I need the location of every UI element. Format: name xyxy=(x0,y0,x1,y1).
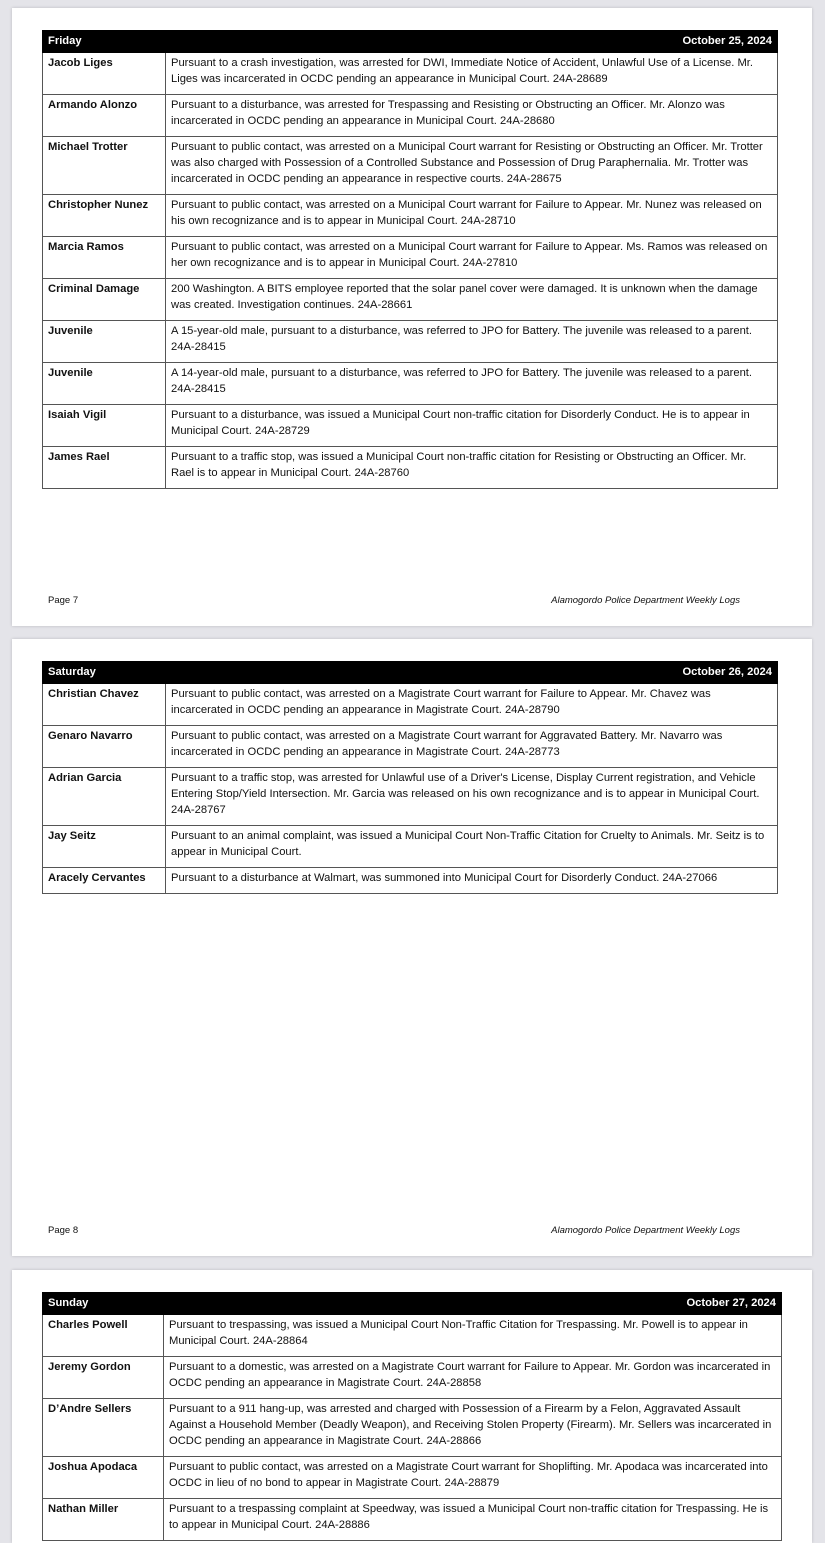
entry-text: Pursuant to a disturbance at Walmart, was summoned into Municipal Court for Disorderly Conduct. 24A-27066 xyxy=(166,868,778,894)
entry-name: James Rael xyxy=(43,447,166,489)
saturday-log-table xyxy=(42,661,778,894)
page-9 xyxy=(12,1270,812,1543)
entry-text: Pursuant to public contact, was arrested on a Municipal Court warrant for Failure to Appear. Mr. Nunez was released on his own recognizance and is to appear in Municipal Court. 24A-28710 xyxy=(166,195,778,237)
entry-name: Isaiah Vigil xyxy=(43,405,166,447)
entry-name: D’Andre Sellers xyxy=(43,1399,164,1457)
table-row xyxy=(43,726,778,768)
table-row xyxy=(43,195,778,237)
entry-text: Pursuant to a 911 hang-up, was arrested and charged with Possession of a Firearm by a Felon, Aggravated Assault Against a Household Member (Deadly Weapon), and Receiving Stolen Property (Firearm). Mr. Sellers was incarcerated in OCDC pending an appearance in Magistrate Court. 24A-28866 xyxy=(164,1399,782,1457)
entry-name: Criminal Damage xyxy=(43,279,166,321)
page-7 xyxy=(12,8,812,626)
entry-name: Jay Seitz xyxy=(43,826,166,868)
table-row xyxy=(43,321,778,363)
table-row xyxy=(43,237,778,279)
table-row xyxy=(43,279,778,321)
entry-text: Pursuant to a traffic stop, was arrested for Unlawful use of a Driver's License, Display Current registration, and Vehicle Entering Stop/Yield Intersection. Mr. Garcia was released on his own recognizance and is to appear in Municipal Court. 24A-28767 xyxy=(166,768,778,826)
footer-title: Alamogordo Police Department Weekly Logs xyxy=(551,595,740,606)
table-header-row xyxy=(43,662,778,684)
entry-name: Jeremy Gordon xyxy=(43,1357,164,1399)
date-label: October 25, 2024 xyxy=(166,31,778,53)
friday-log-table xyxy=(42,30,778,489)
entry-text: Pursuant to a trespassing complaint at Speedway, was issued a Municipal Court non-traffic citation for Trespassing. He is to appear in Municipal Court. 24A-28886 xyxy=(164,1499,782,1541)
page-number: Page 7 xyxy=(48,595,79,606)
table-row xyxy=(43,405,778,447)
table-row xyxy=(43,768,778,826)
table-header-row xyxy=(43,1293,782,1315)
entry-name: Jacob Liges xyxy=(43,53,166,95)
entry-name: Juvenile xyxy=(43,321,166,363)
entry-text: Pursuant to public contact, was arrested on a Magistrate Court warrant for Shoplifting. Mr. Apodaca was incarcerated into OCDC in lieu of no bond to appear in Magistrate Court. 24A-28879 xyxy=(164,1457,782,1499)
entry-text: A 14-year-old male, pursuant to a disturbance, was referred to JPO for Battery. The juvenile was released to a parent. 24A-28415 xyxy=(166,363,778,405)
entry-name: Juvenile xyxy=(43,363,166,405)
entry-text: Pursuant to an animal complaint, was issued a Municipal Court Non-Traffic Citation for Cruelty to Animals. Mr. Seitz is to appear in Municipal Court. xyxy=(166,826,778,868)
day-label: Sunday xyxy=(43,1293,164,1315)
entry-name: Joshua Apodaca xyxy=(43,1457,164,1499)
entry-text: Pursuant to a crash investigation, was arrested for DWI, Immediate Notice of Accident, Unlawful Use of a License. Mr. Liges was incarcerated in OCDC pending an appearance in Municipal Court. 24A-28689 xyxy=(166,53,778,95)
entry-text: 200 Washington. A BITS employee reported that the solar panel cover were damaged. It is unknown when the damage was created. Investigation continues. 24A-28661 xyxy=(166,279,778,321)
entry-name: Armando Alonzo xyxy=(43,95,166,137)
table-row xyxy=(43,868,778,894)
entry-name: Christian Chavez xyxy=(43,684,166,726)
entry-text: Pursuant to public contact, was arrested on a Magistrate Court warrant for Failure to Appear. Mr. Chavez was incarcerated in OCDC pending an appearance in Magistrate Court. 24A-28790 xyxy=(166,684,778,726)
entry-text: Pursuant to a disturbance, was arrested for Trespassing and Resisting or Obstructing an Officer. Mr. Alonzo was incarcerated in OCDC pending an appearance in Municipal Court. 24A-28680 xyxy=(166,95,778,137)
table-row xyxy=(43,137,778,195)
entry-name: Michael Trotter xyxy=(43,137,166,195)
date-label: October 27, 2024 xyxy=(164,1293,782,1315)
entry-name: Christopher Nunez xyxy=(43,195,166,237)
entry-name: Aracely Cervantes xyxy=(43,868,166,894)
footer-title: Alamogordo Police Department Weekly Logs xyxy=(551,1225,740,1236)
entry-text: Pursuant to public contact, was arrested on a Municipal Court warrant for Failure to Appear. Ms. Ramos was released on her own recognizance and is to appear in Municipal Court. 24A-27810 xyxy=(166,237,778,279)
entry-name: Marcia Ramos xyxy=(43,237,166,279)
table-row xyxy=(43,1457,782,1499)
date-label: October 26, 2024 xyxy=(166,662,778,684)
day-label: Friday xyxy=(43,31,166,53)
table-row xyxy=(43,95,778,137)
entry-text: Pursuant to a traffic stop, was issued a Municipal Court non-traffic citation for Resisting or Obstructing an Officer. Mr. Rael is to appear in Municipal Court. 24A-28760 xyxy=(166,447,778,489)
page-8 xyxy=(12,639,812,1256)
table-row xyxy=(43,363,778,405)
table-row xyxy=(43,1357,782,1399)
entry-text: Pursuant to public contact, was arrested on a Municipal Court warrant for Resisting or Obstructing an Officer. Mr. Trotter was also charged with Possession of a Controlled Substance and Possession of Drug Paraphernalia. Mr. Trotter was incarcerated in OCDC pending an appearance in respective courts. 24A-28675 xyxy=(166,137,778,195)
entry-text: A 15-year-old male, pursuant to a disturbance, was referred to JPO for Battery. The juvenile was released to a parent. 24A-28415 xyxy=(166,321,778,363)
table-row xyxy=(43,53,778,95)
entry-text: Pursuant to a disturbance, was issued a Municipal Court non-traffic citation for Disorderly Conduct. He is to appear in Municipal Court. 24A-28729 xyxy=(166,405,778,447)
table-row xyxy=(43,447,778,489)
entry-name: Nathan Miller xyxy=(43,1499,164,1541)
table-row xyxy=(43,1315,782,1357)
entry-text: Pursuant to trespassing, was issued a Municipal Court Non-Traffic Citation for Trespassing. Mr. Powell is to appear in Municipal Court. 24A-28864 xyxy=(164,1315,782,1357)
entry-text: Pursuant to public contact, was arrested on a Magistrate Court warrant for Aggravated Battery. Mr. Navarro was incarcerated in OCDC pending an appearance in Magistrate Court. 24A-28773 xyxy=(166,726,778,768)
table-header-row xyxy=(43,31,778,53)
table-row xyxy=(43,684,778,726)
table-row xyxy=(43,826,778,868)
sunday-log-table xyxy=(42,1292,782,1541)
day-label: Saturday xyxy=(43,662,166,684)
table-row xyxy=(43,1399,782,1457)
entry-text: Pursuant to a domestic, was arrested on a Magistrate Court warrant for Failure to Appear. Mr. Gordon was incarcerated in OCDC pending an appearance in Magistrate Court. 24A-28858 xyxy=(164,1357,782,1399)
entry-name: Genaro Navarro xyxy=(43,726,166,768)
entry-name: Adrian Garcia xyxy=(43,768,166,826)
table-row xyxy=(43,1499,782,1541)
entry-name: Charles Powell xyxy=(43,1315,164,1357)
page-number: Page 8 xyxy=(48,1225,79,1236)
